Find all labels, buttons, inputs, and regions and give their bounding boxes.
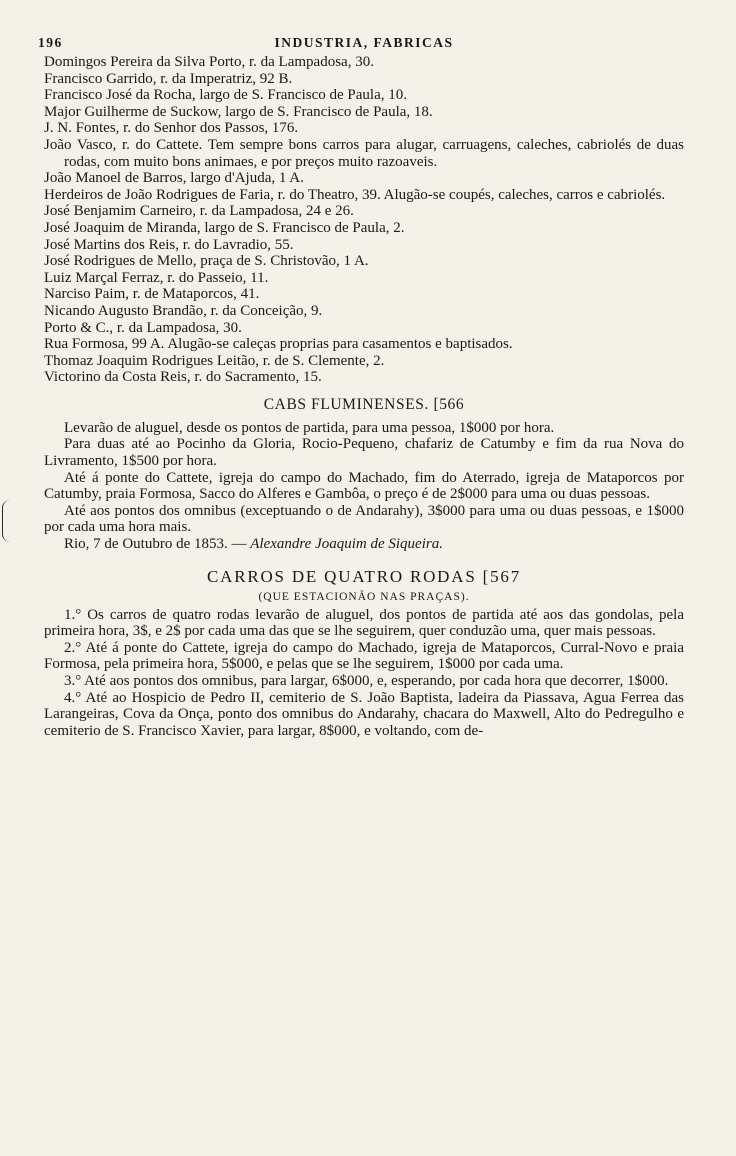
- cabs-heading: CABS FLUMINENSES. [566: [263, 395, 465, 413]
- carros-heading: CARROS DE QUATRO RODAS [567: [206, 566, 522, 586]
- list-item: José Joaquim de Miranda, largo de S. Francisco de Paula, 2.: [44, 219, 405, 236]
- carros-paragraph: 3.° Até aos pontos dos omnibus, para largar, 6$000, e, esperando, por cada hora que decorrer, 1$000.: [64, 673, 669, 689]
- section-title: INDUSTRIA, FABRICAS: [274, 35, 454, 50]
- list-item: Porto & C., r. da Lampadosa, 30.: [44, 319, 242, 336]
- list-item: João Manoel de Barros, largo d'Ajuda, 1 A.: [44, 170, 304, 187]
- carros-subheading: (QUE ESTACIONÃO NAS PRAÇAS).: [258, 590, 470, 603]
- business-listing: [44, 54, 684, 386]
- list-item: Nicando Augusto Brandão, r. da Conceição, 9.: [44, 302, 323, 319]
- cabs-paragraph: Levarão de aluguel, desde os pontos de partida, para uma pessoa, 1$000 por hora.: [64, 419, 555, 436]
- list-item: José Rodrigues de Mello, praça de S. Christovão, 1 A.: [44, 253, 369, 270]
- carros-paragraph: 1.° Os carros de quatro rodas levarão de aluguel, dos pontos de partida até aos das gondolas, pela primeira hora, 3$, e 2$ por cada uma das que se lhe seguirem, quer conduzão uma, quer mais pessoas.: [44, 606, 684, 640]
- list-item: Major Guilherme de Suckow, largo de S. Francisco de Paula, 18.: [44, 103, 433, 120]
- running-head: [38, 34, 684, 54]
- list-item: Narciso Paim, r. de Mataporcos, 41.: [44, 286, 260, 303]
- list-item: José Benjamim Carneiro, r. da Lampadosa, 24 e 26.: [44, 203, 354, 220]
- list-item: J. N. Fontes, r. do Senhor dos Passos, 176.: [44, 120, 299, 137]
- list-item: Rua Formosa, 99 A. Alugão-se caleças proprias para casamentos e baptisados.: [44, 336, 513, 353]
- list-item: João Vasco, r. do Cattete. Tem sempre bons carros para alugar, carruagens, caleches, cabriolés de duas rodas, com muito bons animaes, e por preços muito razoaveis.: [44, 136, 684, 170]
- date-text: Rio, 7 de Outubro de 1853. —: [64, 536, 247, 553]
- book-page: [38, 34, 684, 739]
- list-item: Francisco Garrido, r. da Imperatriz, 92 B.: [44, 70, 293, 87]
- cabs-paragraph: Até aos pontos dos omnibus (exceptuando o de Andarahy), 3$000 para uma ou duas pessoas, e 1$000 por cada uma hora mais.: [44, 502, 684, 536]
- carros-paragraph: 2.° Até á ponte do Cattete, igreja do campo do Machado, igreja de Mataporcos, Curral-Novo e praia Formosa, pela primeira hora, 5$000, e pelas que se lhe seguirem, 1$000 por cada uma.: [44, 639, 684, 673]
- list-item: Francisco José da Rocha, largo de S. Francisco de Paula, 10.: [44, 87, 407, 104]
- cabs-paragraph: Até á ponte do Cattete, igreja do campo do Machado, fim do Aterrado, igreja de Mataporcos por Catumby, praia Formosa, Sacco do Alferes e Gambôa, o preço é de 2$000 para uma ou duas pessoas.: [44, 469, 684, 503]
- cabs-paragraph: Para duas até ao Pocinho da Gloria, Rocio-Pequeno, chafariz de Catumby e fim da rua Nova do Livramento, 1$500 por hora.: [44, 436, 684, 470]
- list-item: Herdeiros de João Rodrigues de Faria, r. do Theatro, 39. Alugão-se coupés, caleches, carros e cabriolés.: [44, 186, 666, 203]
- signature: Alexandre Joaquim de Siqueira.: [250, 536, 443, 553]
- list-item: Luiz Marçal Ferraz, r. do Passeio, 11.: [44, 269, 269, 286]
- carros-paragraph: 4.° Até ao Hospicio de Pedro II, cemiterio de S. João Baptista, ladeira da Piassava, Agua Ferrea das Larangeiras, Cova da Onça, ponto dos omnibus do Andarahy, chacara do Maxwell, Alto do Pedregulho e cemiterio de S. Francisco Xavier, para largar, 8$000, e voltando, com de-: [44, 689, 684, 739]
- list-item: Domingos Pereira da Silva Porto, r. da Lampadosa, 30.: [44, 54, 374, 70]
- list-item: José Martins dos Reis, r. do Lavradio, 55.: [44, 236, 294, 253]
- list-item: Thomaz Joaquim Rodrigues Leitão, r. de S. Clemente, 2.: [44, 352, 385, 369]
- margin-bracket: [2, 500, 11, 542]
- page-number: 196: [38, 35, 63, 50]
- list-item: Victorino da Costa Reis, r. do Sacramento, 15.: [44, 369, 322, 386]
- dateline: [44, 536, 684, 553]
